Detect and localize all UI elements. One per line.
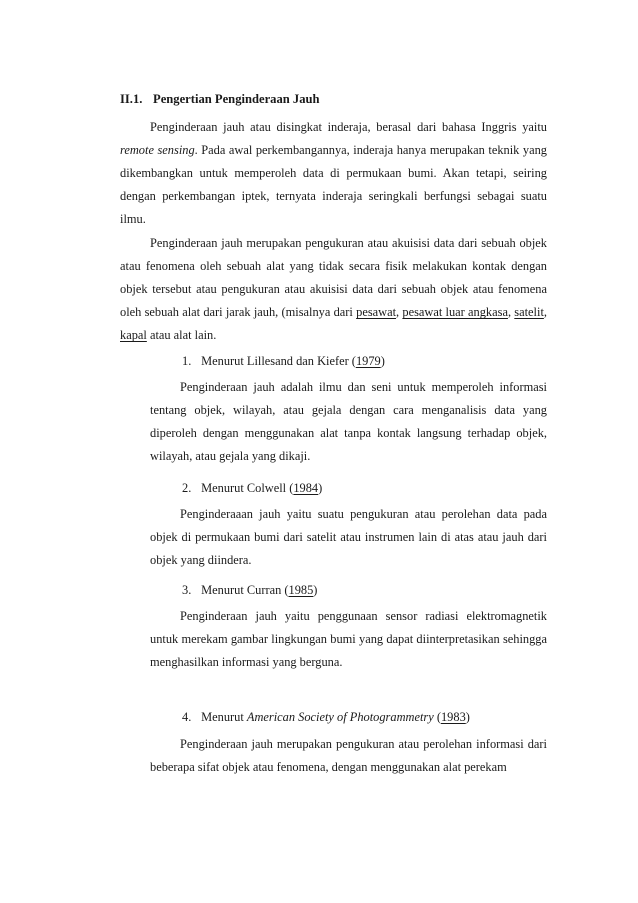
paragraph-definition-measurement: Penginderaan jauh merupakan pengukuran atau akuisisi data dari sebuah objek atau fenomena oleh sebuah alat yang tidak secara fisik melakukan kontak dengan objek tersebut atau pengukuran atau akuisisi data dari sebuah objek atau fenomena oleh sebuah alat dari jarak jauh, (misalnya dari pesawat, pesawat luar angkasa, satelit, kapal atau alat lain.	[120, 236, 547, 343]
list-number: 2.	[182, 481, 192, 495]
list-item-text: Penginderaan jauh merupakan pengukuran atau perolehan informasi dari beberapa sifat objek atau fenomena, dengan menggunakan alat perekam	[150, 737, 547, 775]
paragraph-text: . Pada awal perkembangannya, inderaja hanya merupakan teknik yang dikembangkan untuk memperoleh data di permukaan bumi. Akan tetapi, seiring dengan perkembangan iptek, ternyata inderaja seringkali berfungsi sebagai suatu ilmu.	[120, 143, 547, 227]
link-pesawat-luar-angkasa[interactable]: pesawat luar angkasa	[402, 305, 508, 320]
list-number: 4.	[182, 710, 192, 724]
year-link[interactable]: 1979	[355, 354, 381, 368]
year-link[interactable]: 1985	[288, 583, 314, 597]
section-title: Pengertian Penginderaan Jauh	[153, 92, 320, 106]
list-number: 1.	[182, 354, 192, 368]
year-link[interactable]: 1983	[440, 710, 466, 724]
list-number: 3.	[182, 583, 192, 597]
link-pesawat[interactable]: pesawat	[356, 305, 397, 320]
list-item-heading: 2. Menurut Colwell (1984)	[182, 478, 322, 498]
list-item-text: Penginderaaan jauh yaitu suatu pengukuran atau perolehan data pada objek di permukaan bumi dari satelit atau instrumen lain di atas atau jauh dari objek yang diindera.	[150, 507, 547, 568]
section-heading	[120, 92, 320, 107]
section-number: II.1.	[120, 92, 143, 106]
paragraph-text: Penginderaan jauh atau disingkat inderaja, berasal dari bahasa Inggris yaitu	[150, 120, 547, 134]
list-item-text: Penginderaan jauh yaitu penggunaan sensor radiasi elektromagnetik untuk merekam gambar lingkungan bumi yang dapat diinterpretasikan sehingga menghasilkan informasi yang berguna.	[150, 609, 547, 670]
list-item-heading: 3. Menurut Curran (1985)	[182, 580, 317, 600]
list-item-heading: 4. Menurut American Society of Photogrammetry (1983)	[182, 707, 470, 727]
link-kapal[interactable]: kapal	[120, 328, 147, 343]
list-item-heading: 1. Menurut Lillesand dan Kiefer (1979)	[182, 351, 385, 371]
paragraph-text: Penginderaan jauh merupakan pengukuran atau akuisisi data dari sebuah objek atau fenomena oleh sebuah alat yang tidak secara fisik melakukan kontak dengan objek tersebut atau pengukuran atau akuisisi data dari sebuah objek atau fenomena oleh sebuah alat dari jarak jauh, (misalnya dari	[120, 236, 547, 320]
link-satelit[interactable]: satelit	[514, 305, 544, 320]
year-link[interactable]: 1984	[293, 481, 319, 495]
list-item-text: Penginderaan jauh adalah ilmu dan seni untuk memperoleh informasi tentang objek, wilayah, atau gejala dengan cara menganalisis data yang diperoleh dengan menggunakan alat tanpa kontak langsung terhadap objek, wilayah, atau gejala yang dikaji.	[150, 380, 547, 464]
italic-term: remote sensing	[120, 143, 195, 158]
paragraph-text: atau alat lain.	[146, 328, 217, 343]
paragraph-definition-intro	[120, 116, 547, 231]
italic-organization: American Society of Photogrammetry	[246, 710, 434, 724]
